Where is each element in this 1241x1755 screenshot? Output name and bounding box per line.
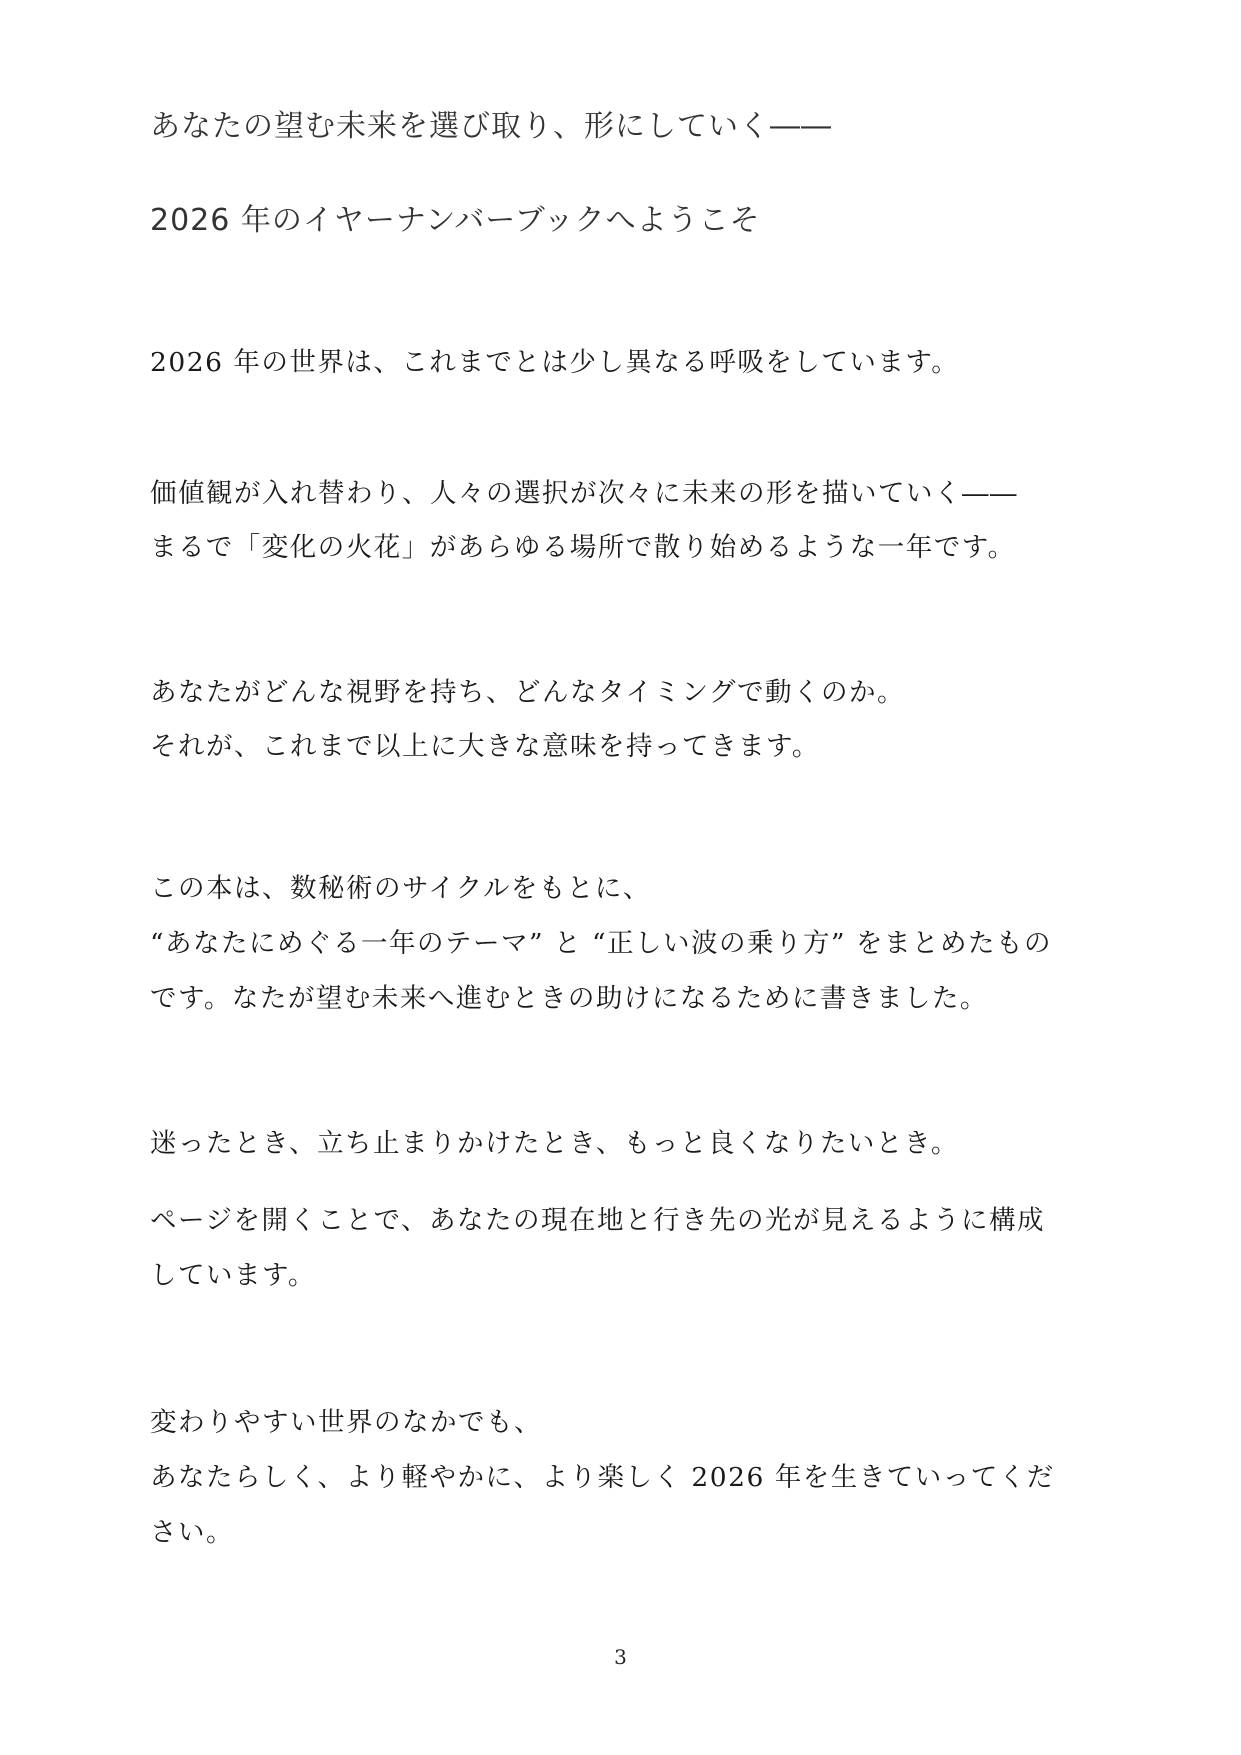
paragraph-5-line-2: ページを開くことで、あなたの現在地と行き先の光が見えるように構成 [150, 1205, 1045, 1236]
paragraph-6-line-2: あなたらしく、より軽やかに、より楽しく 2026 年を生きていってくだ [150, 1462, 1055, 1493]
heading-line-1: あなたの望む未来を選び取り、形にしていく―― [150, 109, 832, 144]
paragraph-1-line-1: 2026 年の世界は、これまでとは少し異なる呼吸をしています。 [150, 347, 960, 378]
paragraph-4-line-1: この本は、数秘術のサイクルをもとに、 [150, 873, 651, 904]
paragraph-4-line-2: “あなたにめぐる一年のテーマ” と “正しい波の乗り方” をまとめたもの [150, 928, 1052, 959]
paragraph-6-line-1: 変わりやすい世界のなかでも、 [150, 1407, 542, 1438]
paragraph-4-line-3: です。なたが望む未来へ進むときの助けになるために書きました。 [150, 983, 988, 1014]
page-number: 3 [614, 1645, 627, 1669]
paragraph-2-line-1: 価値観が入れ替わり、人々の選択が次々に未来の形を描いていく―― [150, 478, 1018, 509]
paragraph-6-line-3: さい。 [150, 1517, 234, 1548]
paragraph-3-line-2: それが、これまで以上に大きな意味を持ってきます。 [150, 731, 820, 762]
paragraph-3-line-1: あなたがどんな視野を持ち、どんなタイミングで動くのか。 [150, 677, 905, 708]
paragraph-5-line-3: しています。 [150, 1260, 316, 1291]
paragraph-2-line-2: まるで「変化の火花」があらゆる場所で散り始めるような一年です。 [150, 532, 1016, 563]
heading-line-2: 2026 年のイヤーナンバーブックへようこそ [150, 203, 761, 238]
paragraph-5-line-1: 迷ったとき、立ち止まりかけたとき、もっと良くなりたいとき。 [150, 1128, 959, 1159]
